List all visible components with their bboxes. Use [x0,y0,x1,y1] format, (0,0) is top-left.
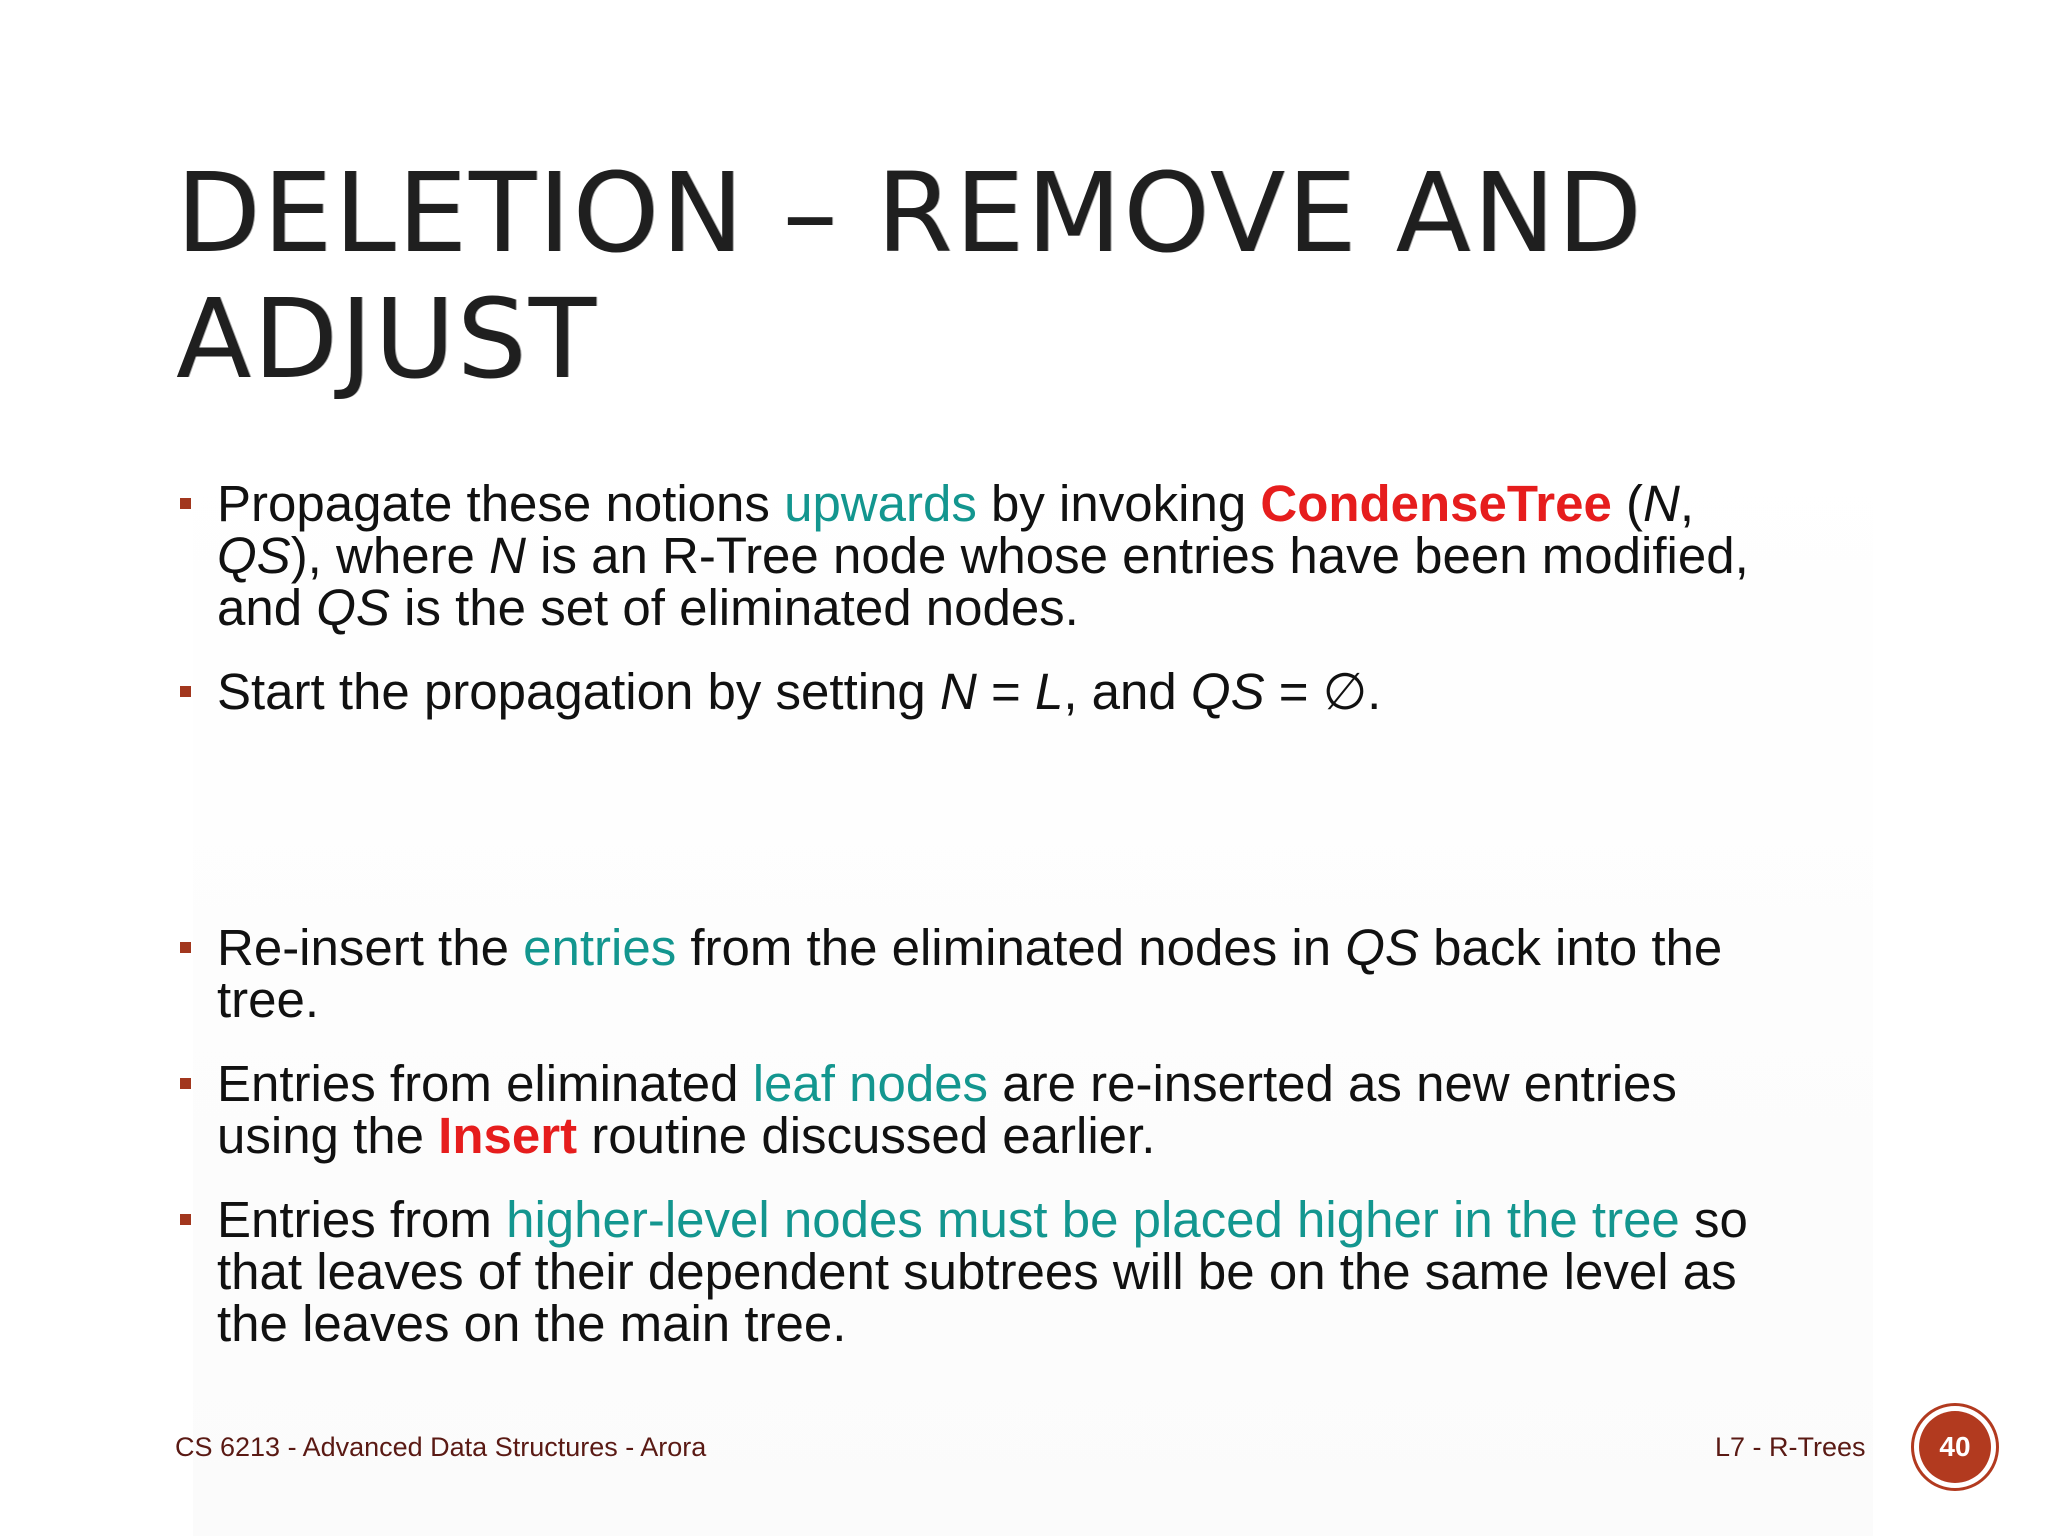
bullet-leaf-entries: Entries from eliminated leaf nodes are re-inserted as new entries using the Insert routine discussed earlier. [176,1058,1876,1162]
footer-lecture: L7 - R-Trees [1715,1432,1866,1462]
bullet-higher-level: Entries from higher-level nodes must be placed higher in the tree so that leaves of their dependent subtrees will be on the same level as the leaves on the main tree. [176,1194,1876,1350]
highlight-entries: entries [523,919,677,976]
highlight-higher-level: higher-level nodes must be placed higher in the tree [506,1191,1680,1248]
bullet-propagate: Propagate these notions upwards by invoking CondenseTree (N, QS), where N is an R-Tree node whose entries have been modified, and QS is the set of eliminated nodes. [176,478,1876,634]
bullet-marker-icon [180,942,191,953]
page-number: 40 [1919,1411,1991,1483]
bullet-marker-icon [180,498,191,509]
bullet-start-propagation: Start the propagation by setting N = L, and QS = ∅. [176,666,1876,718]
title-line-1: DELETION – REMOVE AND [176,149,1644,277]
highlight-leaf-nodes: leaf nodes [752,1055,989,1112]
highlight-insert: Insert [438,1107,578,1164]
title-line-2: ADJUST [176,275,598,403]
bullet-reinsert: Re-insert the entries from the eliminated nodes in QS back into the tree. [176,922,1876,1026]
footer-course: CS 6213 - Advanced Data Structures - Arora [175,1432,707,1462]
bullet-marker-icon [180,1214,191,1225]
highlight-condensetree: CondenseTree [1260,475,1612,532]
bullet-marker-icon [180,686,191,697]
highlight-upwards: upwards [784,475,977,532]
page-number-badge [1911,1403,1999,1491]
bullet-marker-icon [180,1078,191,1089]
slide-title [176,150,1896,402]
bullet-list [176,475,1876,1352]
